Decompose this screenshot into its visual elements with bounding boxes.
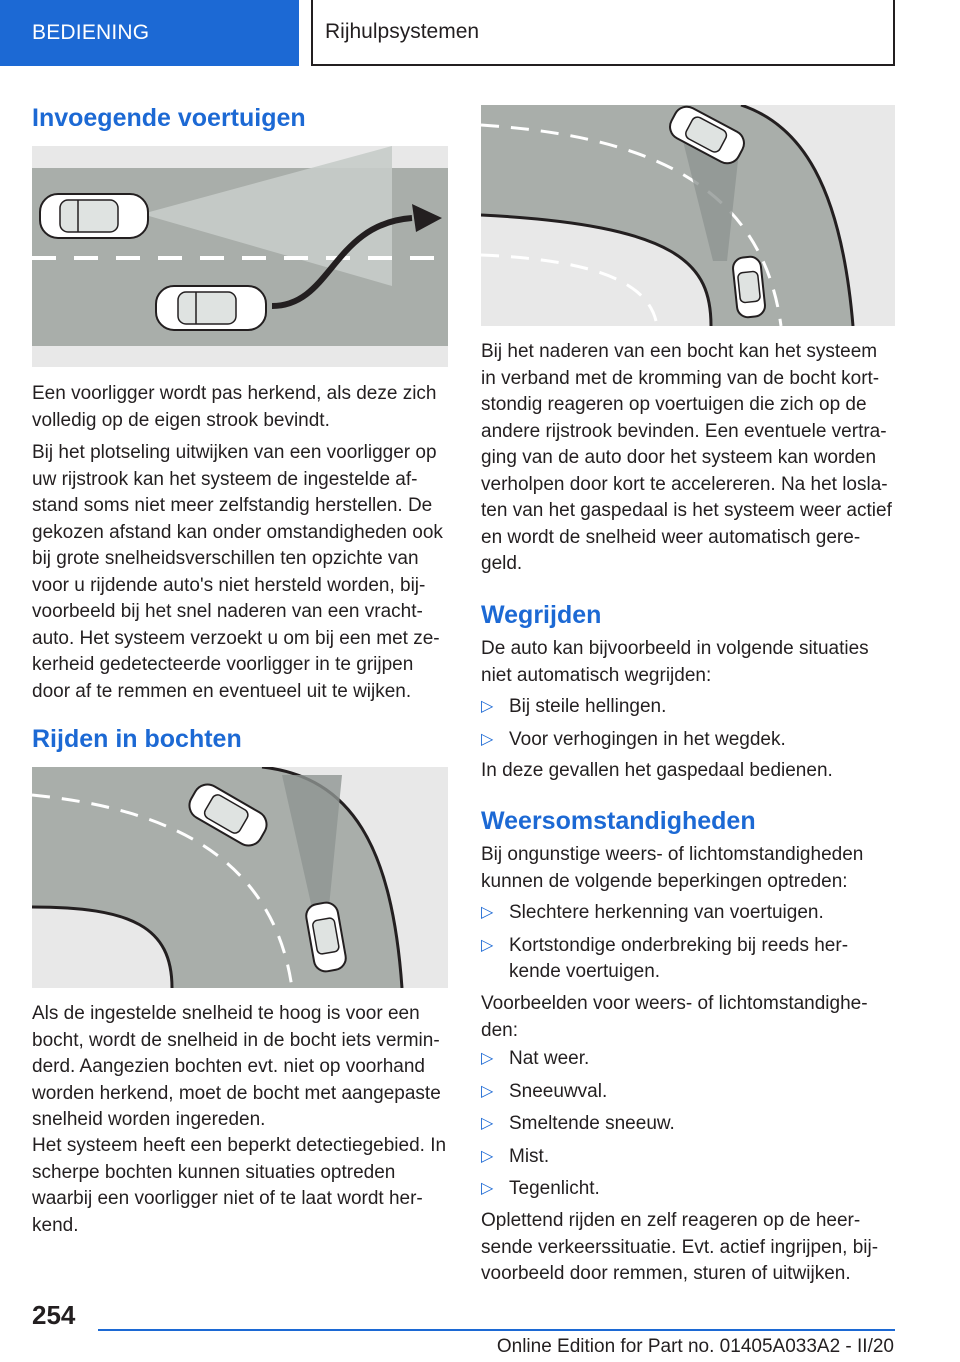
paragraph-merge-1: Een voorligger wordt pas herkend, als deze zich volledig op de eigen strook bevindt. xyxy=(32,383,437,431)
bullet-triangle-icon: ▷ xyxy=(481,1180,494,1197)
paragraph-weather: Bij ongunstige weers- of lichtomstandigheden kunnen de volgende beperkingen optreden: xyxy=(481,844,864,892)
section-title: Rijhulpsystemen xyxy=(311,0,895,66)
paragraph-final: Oplettend rijden en zelf reageren op de heer-sende verkeerssituatie. Evt. actief ingrijpen, bij-voorbeeld door remmen, sturen of uitwijken. xyxy=(481,1210,879,1284)
paragraph-drive-off-after: In deze gevallen het gaspedaal bedienen. xyxy=(481,760,833,781)
list-item: ▷ Voor verhogingen in het wegdek. xyxy=(481,727,897,754)
paragraph-examples: Voorbeelden voor weers- of lichtomstandighe-den: xyxy=(481,993,868,1041)
list-item: ▷ Kortstondige onderbreking bij reeds her-kende voertuigen. xyxy=(481,934,849,982)
paragraph-curve-approach: Bij het naderen van een bocht kan het systeem in verband met de kromming van de bocht kort-stondig reageren op voertuigen die zich op de andere rijstrook bevinden. Een eventuele vertra-ging van de auto door het systeem kan worden verholpen door kort te accelereren. Na het losla-ten van het gaspedaal is het systeem weer actief en wordt de snelheid weer automatisch gere-geld. xyxy=(481,341,892,574)
page-number: 254 xyxy=(32,1300,76,1330)
paragraph-curves-1: Als de ingestelde snelheid te hoog is voor een bocht, wordt de snelheid in de bocht iets vermin-derd. Aangezien bochten evt. niet op voorhand worden herkend, moet de bocht met aangepaste snelheid worden ingereden. xyxy=(32,1003,441,1130)
list-drive-off xyxy=(481,694,897,753)
list-item: ▷ Slechtere herkenning van voertuigen. xyxy=(481,900,897,927)
list-examples xyxy=(481,1046,897,1203)
figure-merging-vehicle xyxy=(32,146,448,367)
figure-curve-other-lane xyxy=(481,105,895,326)
car-other-lane-icon xyxy=(732,256,766,319)
bullet-triangle-icon: ▷ xyxy=(481,904,494,921)
paragraph-curves-2: Het systeem heeft een beperkt detectiegebied. In scherpe bochten kunnen situaties optreden waarbij een voorligger niet of te laat wordt her-kend. xyxy=(32,1135,447,1236)
bullet-triangle-icon: ▷ xyxy=(481,936,494,954)
bullet-triangle-icon: ▷ xyxy=(481,730,494,748)
list-item: ▷ Nat weer. xyxy=(481,1046,897,1073)
paragraph-merge-2: Bij het plotseling uitwijken van een voorligger op uw rijstrook kan het systeem de ingestelde af-stand soms niet meer zelfstandig herstellen. De gekozen afstand kan onder omstandigheden ook bij grote snelheidsverschillen ten opzichte van voor u rijdende auto's niet hersteld worden, bij-voorbeeld bij het snel naderen van een vracht-auto. Het systeem verzoekt u om bij een met ze-kerheid gedetecteerde voorligger in te grijpen door af te remmen en eventueel uit te wijken. xyxy=(32,442,443,702)
bullet-triangle-icon: ▷ xyxy=(481,1115,494,1132)
heading-merging-vehicles: Invoegende voertuigen xyxy=(32,104,306,132)
list-item: ▷ Tegenlicht. xyxy=(481,1176,897,1203)
bullet-triangle-icon: ▷ xyxy=(481,698,494,715)
list-item: ▷ Mist. xyxy=(481,1144,897,1171)
bullet-triangle-icon: ▷ xyxy=(481,1147,494,1165)
footer-rule xyxy=(98,1329,895,1331)
chapter-tab: BEDIENING xyxy=(0,0,299,66)
heading-weather: Weersomstandigheden xyxy=(481,807,756,835)
heading-curves: Rijden in bochten xyxy=(32,725,242,753)
paragraph-drive-off: De auto kan bijvoorbeeld in volgende situaties niet automatisch wegrijden: xyxy=(481,638,869,686)
list-weather xyxy=(481,900,897,986)
car-front-icon xyxy=(40,194,148,238)
list-item: ▷ Sneeuwval. xyxy=(481,1079,897,1106)
heading-drive-off: Wegrijden xyxy=(481,601,602,629)
figure-curve-left xyxy=(32,767,448,988)
bullet-triangle-icon: ▷ xyxy=(481,1050,494,1067)
list-item: ▷ Bij steile hellingen. xyxy=(481,694,897,721)
edition-note: Online Edition for Part no. 01405A033A2 - II/20 xyxy=(496,1336,894,1357)
bullet-triangle-icon: ▷ xyxy=(481,1082,494,1100)
list-item: ▷ Smeltende sneeuw. xyxy=(481,1111,897,1138)
car-merging-icon xyxy=(156,286,266,330)
